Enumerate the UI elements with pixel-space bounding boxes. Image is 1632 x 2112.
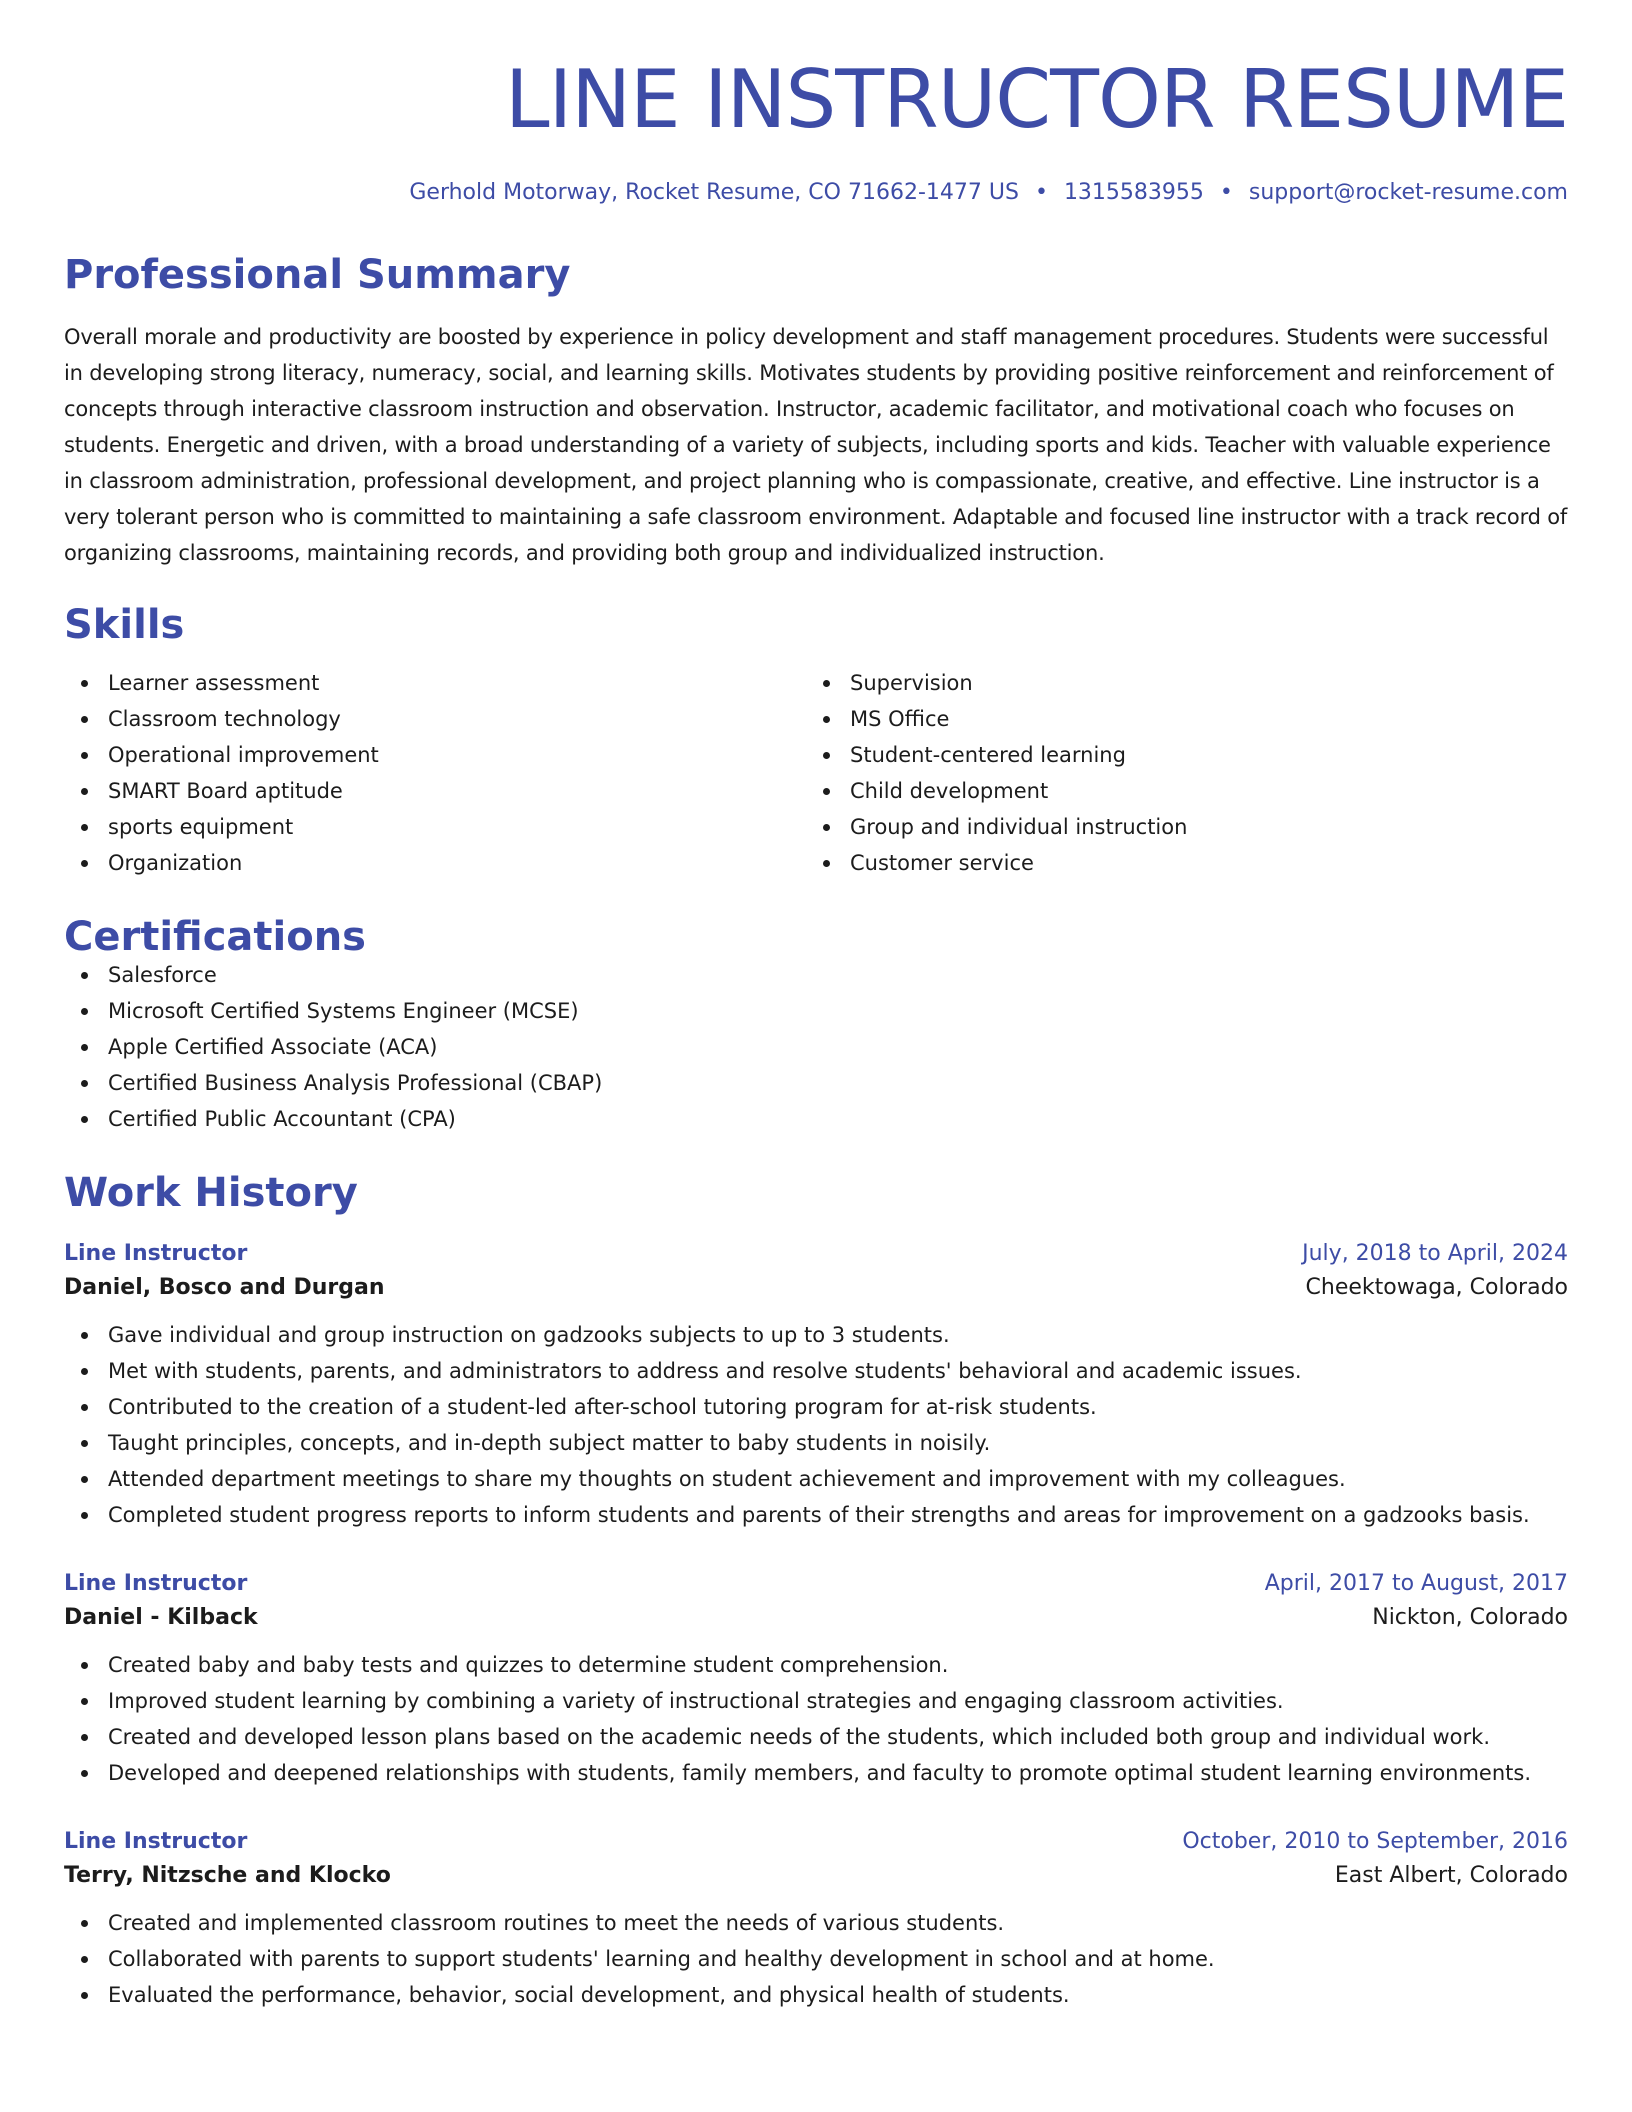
phone: 1315583955 [1063,180,1204,205]
job-location: East Albert, Colorado [1334,1863,1568,1888]
separator-dot: • [1034,180,1048,205]
skill-item: Student-centered learning [806,737,1548,773]
job-location: Cheektowaga, Colorado [1305,1275,1568,1300]
job-company: Terry, Nitzsche and Klocko [64,1863,391,1888]
job-bullet: Gave individual and group instruction on gadzooks subjects to up to 3 students. [64,1317,1568,1353]
skill-item: sports equipment [64,809,806,845]
job-location: Nickton, Colorado [1372,1605,1568,1630]
skill-item: Classroom technology [64,701,806,737]
skill-item: MS Office [806,701,1548,737]
job-subheader [64,1599,1568,1637]
job-entry [64,1239,1568,1533]
job-bullet: Completed student progress reports to inform students and parents of their strengths and areas for improvement on a gadzooks basis. [64,1497,1568,1533]
certification-item: Certified Public Accountant (CPA) [64,1101,1568,1137]
job-bullet: Created and developed lesson plans based on the academic needs of the students, which included both group and individual work. [64,1719,1568,1755]
job-header [64,1569,1568,1599]
skill-item: Child development [806,773,1548,809]
address: Gerhold Motorway, Rocket Resume, CO 71662-1477 US [409,180,1019,205]
summary-text: Overall morale and productivity are boosted by experience in policy development and staff management procedures. Students were successful in developing strong literacy, numeracy, social, and learning skills. Motivates students by providing positive reinforcement and reinforcement of concepts through interactive classroom instruction and observation. Instructor, academic facilitator, and motivational coach who focuses on students. Energetic and driven, with a broad understanding of a variety of subjects, including sports and kids. Teacher with valuable experience in classroom administration, professional development, and project planning who is compassionate, creative, and effective. Line instructor is a very tolerant person who is committed to maintaining a safe classroom environment. Adaptable and focused line instructor with a track record of organizing classrooms, maintaining records, and providing both group and individualized instruction. [64,325,1568,565]
job-bullet: Created and implemented classroom routines to meet the needs of various students. [64,1905,1568,1941]
job-bullet: Taught principles, concepts, and in-depth subject matter to baby students in noisily. [64,1425,1568,1461]
summary-heading: Professional Summary [64,252,571,298]
job-bullet: Contributed to the creation of a student-led after-school tutoring program for at-risk students. [64,1389,1568,1425]
skill-item: Organization [64,845,806,881]
certifications-heading: Certifications [64,914,366,960]
job-subheader [64,1269,1568,1307]
job-bullet: Evaluated the performance, behavior, social development, and physical health of students. [64,1977,1568,2013]
resume-page [64,0,1568,2013]
job-bullet: Improved student learning by combining a variety of instructional strategies and engaging classroom activities. [64,1683,1568,1719]
certification-item: Salesforce [64,957,1568,993]
certification-item: Microsoft Certified Systems Engineer (MCSE) [64,993,1568,1029]
job-subheader [64,1857,1568,1895]
skills-heading: Skills [64,602,185,648]
job-header [64,1239,1568,1269]
job-bullets [64,1317,1568,1533]
job-entry [64,1569,1568,1791]
job-header [64,1827,1568,1857]
job-company: Daniel, Bosco and Durgan [64,1275,385,1300]
skills-list-left [64,665,806,881]
job-title: Line Instructor [64,1829,248,1854]
job-title: Line Instructor [64,1241,248,1266]
skill-item: Group and individual instruction [806,809,1548,845]
job-title: Line Instructor [64,1571,248,1596]
skill-item: Customer service [806,845,1548,881]
skills-list-right [806,665,1548,881]
job-bullets [64,1905,1568,2013]
email-link[interactable]: support@rocket-resume.com [1248,180,1568,205]
job-dates: April, 2017 to August, 2017 [1264,1571,1568,1596]
separator-dot: • [1219,180,1233,205]
skill-item: Operational improvement [64,737,806,773]
job-entry [64,1827,1568,2013]
job-bullet: Met with students, parents, and administrators to address and resolve students' behavioral and academic issues. [64,1353,1568,1389]
job-bullet: Collaborated with parents to support students' learning and healthy development in school and at home. [64,1941,1568,1977]
job-company: Daniel - Kilback [64,1605,258,1630]
certifications-list [64,957,1568,1137]
skill-item: Supervision [806,665,1548,701]
skills-grid [64,665,1568,881]
resume-title: LINE INSTRUCTOR RESUME [505,53,1568,146]
work-history-heading: Work History [64,1170,358,1216]
job-bullets [64,1647,1568,1791]
job-dates: October, 2010 to September, 2016 [1182,1829,1568,1854]
job-bullet: Developed and deepened relationships with students, family members, and faculty to promote optimal student learning environments. [64,1755,1568,1791]
certification-item: Apple Certified Associate (ACA) [64,1029,1568,1065]
job-bullet: Created baby and baby tests and quizzes to determine student comprehension. [64,1647,1568,1683]
job-bullet: Attended department meetings to share my thoughts on student achievement and improvement with my colleagues. [64,1461,1568,1497]
certification-item: Certified Business Analysis Professional (CBAP) [64,1065,1568,1101]
skill-item: Learner assessment [64,665,806,701]
skill-item: SMART Board aptitude [64,773,806,809]
contact-line [64,180,1568,205]
job-dates: July, 2018 to April, 2024 [1302,1241,1568,1266]
